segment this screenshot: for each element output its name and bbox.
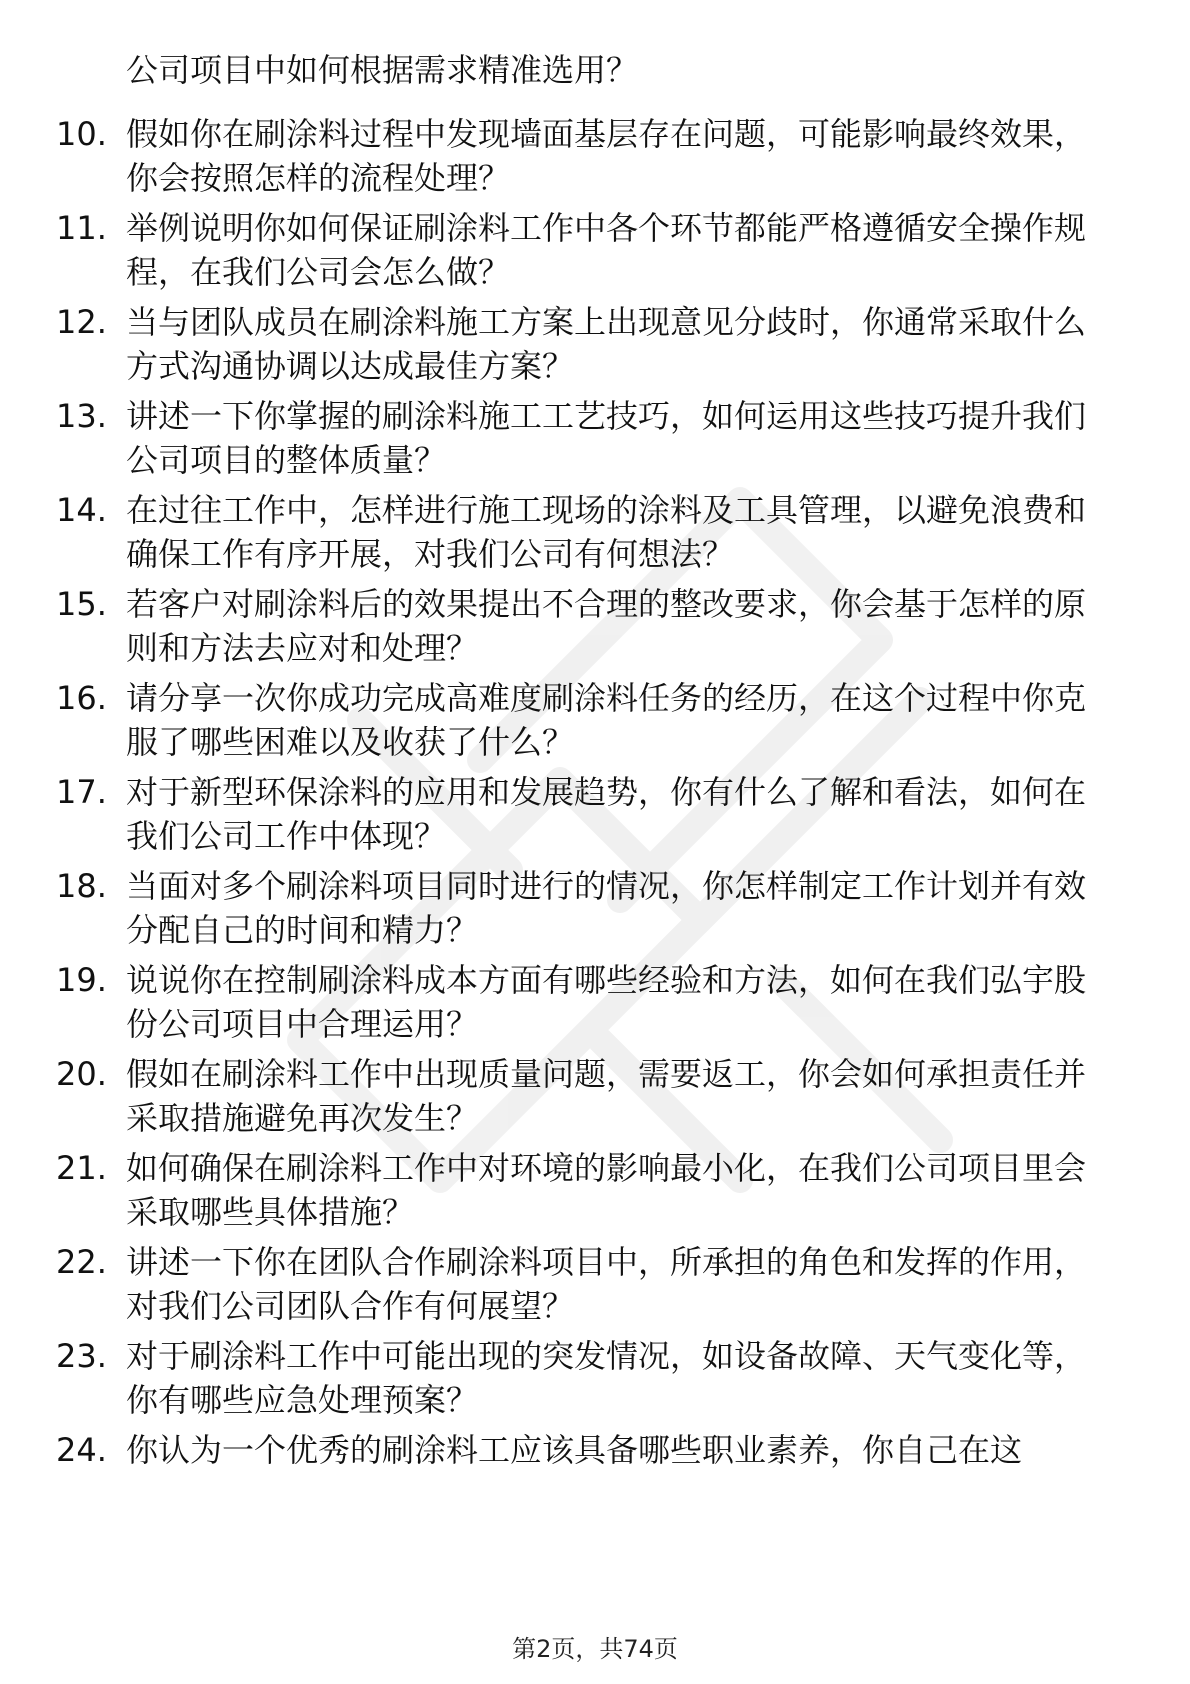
question-number: 19. bbox=[56, 961, 107, 999]
question-number: 24. bbox=[56, 1431, 107, 1469]
question-text: 举例说明你如何保证刷涂料工作中各个环节都能严格遵循安全操作规程，在我们公司会怎么做？ bbox=[126, 209, 1087, 291]
question-text: 假如在刷涂料工作中出现质量问题，需要返工，你会如何承担责任并采取措施避免再次发生？ bbox=[126, 1055, 1087, 1137]
question-text: 对于刷涂料工作中可能出现的突发情况，如设备故障、天气变化等，你有哪些应急处理预案？ bbox=[126, 1337, 1087, 1419]
question-text: 在过往工作中，怎样进行施工现场的涂料及工具管理，以避免浪费和确保工作有序开展，对我们公司有何想法？ bbox=[126, 491, 1087, 573]
question-number: 23. bbox=[56, 1337, 107, 1375]
question-number: 13. bbox=[56, 397, 107, 435]
question-number: 17. bbox=[56, 773, 107, 811]
question-text: 如何确保在刷涂料工作中对环境的影响最小化，在我们公司项目里会采取哪些具体措施？ bbox=[126, 1149, 1087, 1231]
question-text: 讲述一下你掌握的刷涂料施工工艺技巧，如何运用这些技巧提升我们公司项目的整体质量？ bbox=[126, 397, 1087, 479]
question-number: 12. bbox=[56, 303, 107, 341]
question-number: 14. bbox=[56, 491, 107, 529]
question-number: 15. bbox=[56, 585, 107, 623]
question-text: 对于新型环保涂料的应用和发展趋势，你有什么了解和看法，如何在我们公司工作中体现？ bbox=[126, 773, 1087, 855]
question-text: 若客户对刷涂料后的效果提出不合理的整改要求，你会基于怎样的原则和方法去应对和处理？ bbox=[126, 585, 1087, 667]
question-number: 16. bbox=[56, 679, 107, 717]
question-text: 当与团队成员在刷涂料施工方案上出现意见分歧时，你通常采取什么方式沟通协调以达成最佳方案？ bbox=[126, 303, 1087, 385]
continuation-text: 公司项目中如何根据需求精准选用？ bbox=[126, 51, 639, 89]
question-text: 请分享一次你成功完成高难度刷涂料任务的经历，在这个过程中你克服了哪些困难以及收获了什么？ bbox=[126, 679, 1087, 761]
question-text: 假如你在刷涂料过程中发现墙面基层存在问题，可能影响最终效果，你会按照怎样的流程处理？ bbox=[126, 115, 1087, 197]
page-footer: 第2页，共74页 bbox=[512, 1635, 678, 1663]
question-text: 讲述一下你在团队合作刷涂料项目中，所承担的角色和发挥的作用，对我们公司团队合作有何展望？ bbox=[126, 1243, 1087, 1325]
question-number: 22. bbox=[56, 1243, 107, 1281]
question-number: 11. bbox=[56, 209, 107, 247]
question-text: 说说你在控制刷涂料成本方面有哪些经验和方法，如何在我们弘宇股份公司项目中合理运用？ bbox=[126, 961, 1087, 1043]
question-number: 10. bbox=[56, 115, 107, 153]
question-number: 21. bbox=[56, 1149, 107, 1187]
question-number: 20. bbox=[56, 1055, 107, 1093]
question-text: 你认为一个优秀的刷涂料工应该具备哪些职业素养，你自己在这 bbox=[126, 1431, 1023, 1469]
question-text: 当面对多个刷涂料项目同时进行的情况，你怎样制定工作计划并有效分配自己的时间和精力？ bbox=[126, 867, 1087, 949]
question-number: 18. bbox=[56, 867, 107, 905]
